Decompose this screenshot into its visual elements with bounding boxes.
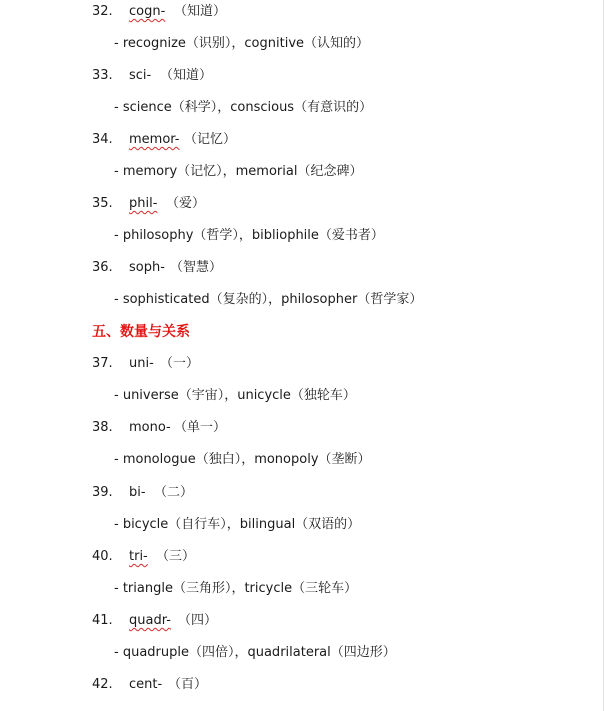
entry-39-examples: - bicycle（自行车），bilingual（双语的）: [114, 517, 361, 532]
entry-number: 42.: [92, 677, 113, 692]
root-meaning: （单一）: [174, 420, 227, 435]
root-meaning: （记忆）: [184, 132, 237, 147]
entry-41-examples: - quadruple（四倍），quadrilateral（四边形）: [114, 645, 396, 660]
root-meaning: （三）: [156, 549, 196, 564]
entry-number: 32.: [92, 4, 113, 19]
entry-34-examples: - memory（记忆），memorial（纪念碑）: [114, 164, 363, 179]
entry-number: 36.: [92, 260, 113, 275]
entry-number: 38.: [92, 420, 113, 435]
word-root: memor-: [129, 132, 180, 147]
entry-40-examples: - triangle（三角形），tricycle（三轮车）: [114, 581, 358, 596]
root-meaning: （知道）: [160, 68, 213, 83]
entry-number: 34.: [92, 132, 113, 147]
word-root: sci-: [129, 68, 152, 83]
word-root: cent-: [129, 677, 163, 692]
entry-33-examples: - science（科学），conscious（有意识的）: [114, 100, 373, 115]
entry-number: 41.: [92, 613, 113, 628]
entry-number: 40.: [92, 549, 113, 564]
root-meaning: （爱）: [166, 196, 206, 211]
entry-number: 33.: [92, 68, 113, 83]
entry-38-examples: - monologue（独白），monopoly（垄断）: [114, 452, 371, 467]
root-meaning: （四）: [178, 613, 218, 628]
entry-37-examples: - universe（宇宙），unicycle（独轮车）: [114, 388, 356, 403]
word-root: tri-: [129, 549, 148, 564]
entry-35-examples: - philosophy（哲学），bibliophile（爱书者）: [114, 228, 384, 243]
page-edge-divider: [603, 0, 604, 711]
word-root: mono-: [129, 420, 171, 435]
entry-number: 37.: [92, 356, 113, 371]
root-meaning: （智慧）: [170, 260, 223, 275]
root-meaning: （一）: [160, 356, 200, 371]
root-meaning: （二）: [154, 485, 194, 500]
word-root: uni-: [129, 356, 154, 371]
word-root: soph-: [129, 260, 165, 275]
section-heading: 五、数量与关系: [92, 324, 190, 340]
entry-number: 35.: [92, 196, 113, 211]
root-meaning: （知道）: [174, 4, 227, 19]
word-root: quadr-: [129, 613, 171, 628]
root-meaning: （百）: [168, 677, 208, 692]
word-root: cogn-: [129, 4, 166, 19]
word-root: phil-: [129, 196, 158, 211]
entry-number: 39.: [92, 485, 113, 500]
entry-32-examples: - recognize（识别），cognitive（认知的）: [114, 36, 370, 51]
entry-36-examples: - sophisticated（复杂的），philosopher（哲学家）: [114, 292, 423, 307]
word-root: bi-: [129, 485, 146, 500]
